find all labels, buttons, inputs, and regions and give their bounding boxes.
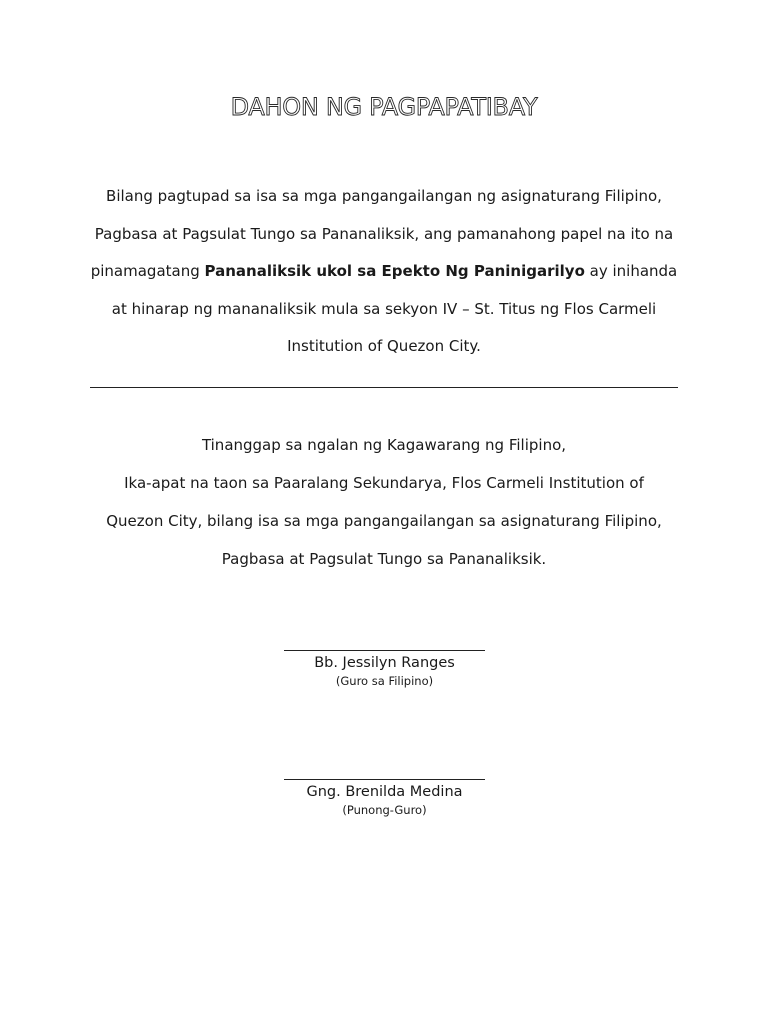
- signatory-name: Gng. Brenilda Medina: [306, 784, 463, 800]
- paragraph-line: Institution of Quezon City.: [287, 337, 481, 356]
- paragraph-line: Ika-apat na taon sa Paaralang Sekundarya, Flos Carmeli Institution of: [124, 474, 644, 492]
- paragraph-line: Quezon City, bilang isa sa mga pangangailangan sa asignaturang Filipino,: [106, 512, 662, 530]
- signature-block-principal: [284, 779, 485, 818]
- signatory-role: (Punong-Guro): [342, 803, 427, 817]
- paragraph-line: Tinanggap sa ngalan ng Kagawarang ng Filipino,: [201, 436, 567, 454]
- paragraph-line: [60, 253, 708, 291]
- paragraph-line: Pagbasa at Pagsulat Tungo sa Pananaliksik.: [221, 550, 547, 568]
- paragraph-line: Pagbasa at Pagsulat Tungo sa Pananaliksik, ang pamanahong papel na ito na: [94, 224, 674, 243]
- signature-line: [284, 779, 485, 780]
- section-divider: [90, 387, 678, 388]
- paragraph-line: at hinarap ng mananaliksik mula sa sekyon IV – St. Titus ng Flos Carmeli: [111, 299, 657, 318]
- paragraph-line: Bilang pagtupad sa isa sa mga pangangailangan ng asignaturang Filipino,: [106, 187, 662, 205]
- signatory-role: (Guro sa Filipino): [335, 674, 434, 688]
- approval-paragraph: [60, 178, 708, 366]
- research-title: Pananaliksik ukol sa Epekto Ng Paninigarilyo: [204, 262, 585, 281]
- paragraph-text: pinamagatang: [90, 262, 205, 281]
- acceptance-paragraph: [60, 426, 708, 578]
- signatory-name: Bb. Jessilyn Ranges: [314, 655, 455, 671]
- signature-block-teacher: [284, 650, 485, 689]
- paragraph-text: ay inihanda: [584, 262, 678, 281]
- document-title: DAHON NG PAGPAPATIBAY: [230, 93, 538, 121]
- signature-line: [284, 650, 485, 651]
